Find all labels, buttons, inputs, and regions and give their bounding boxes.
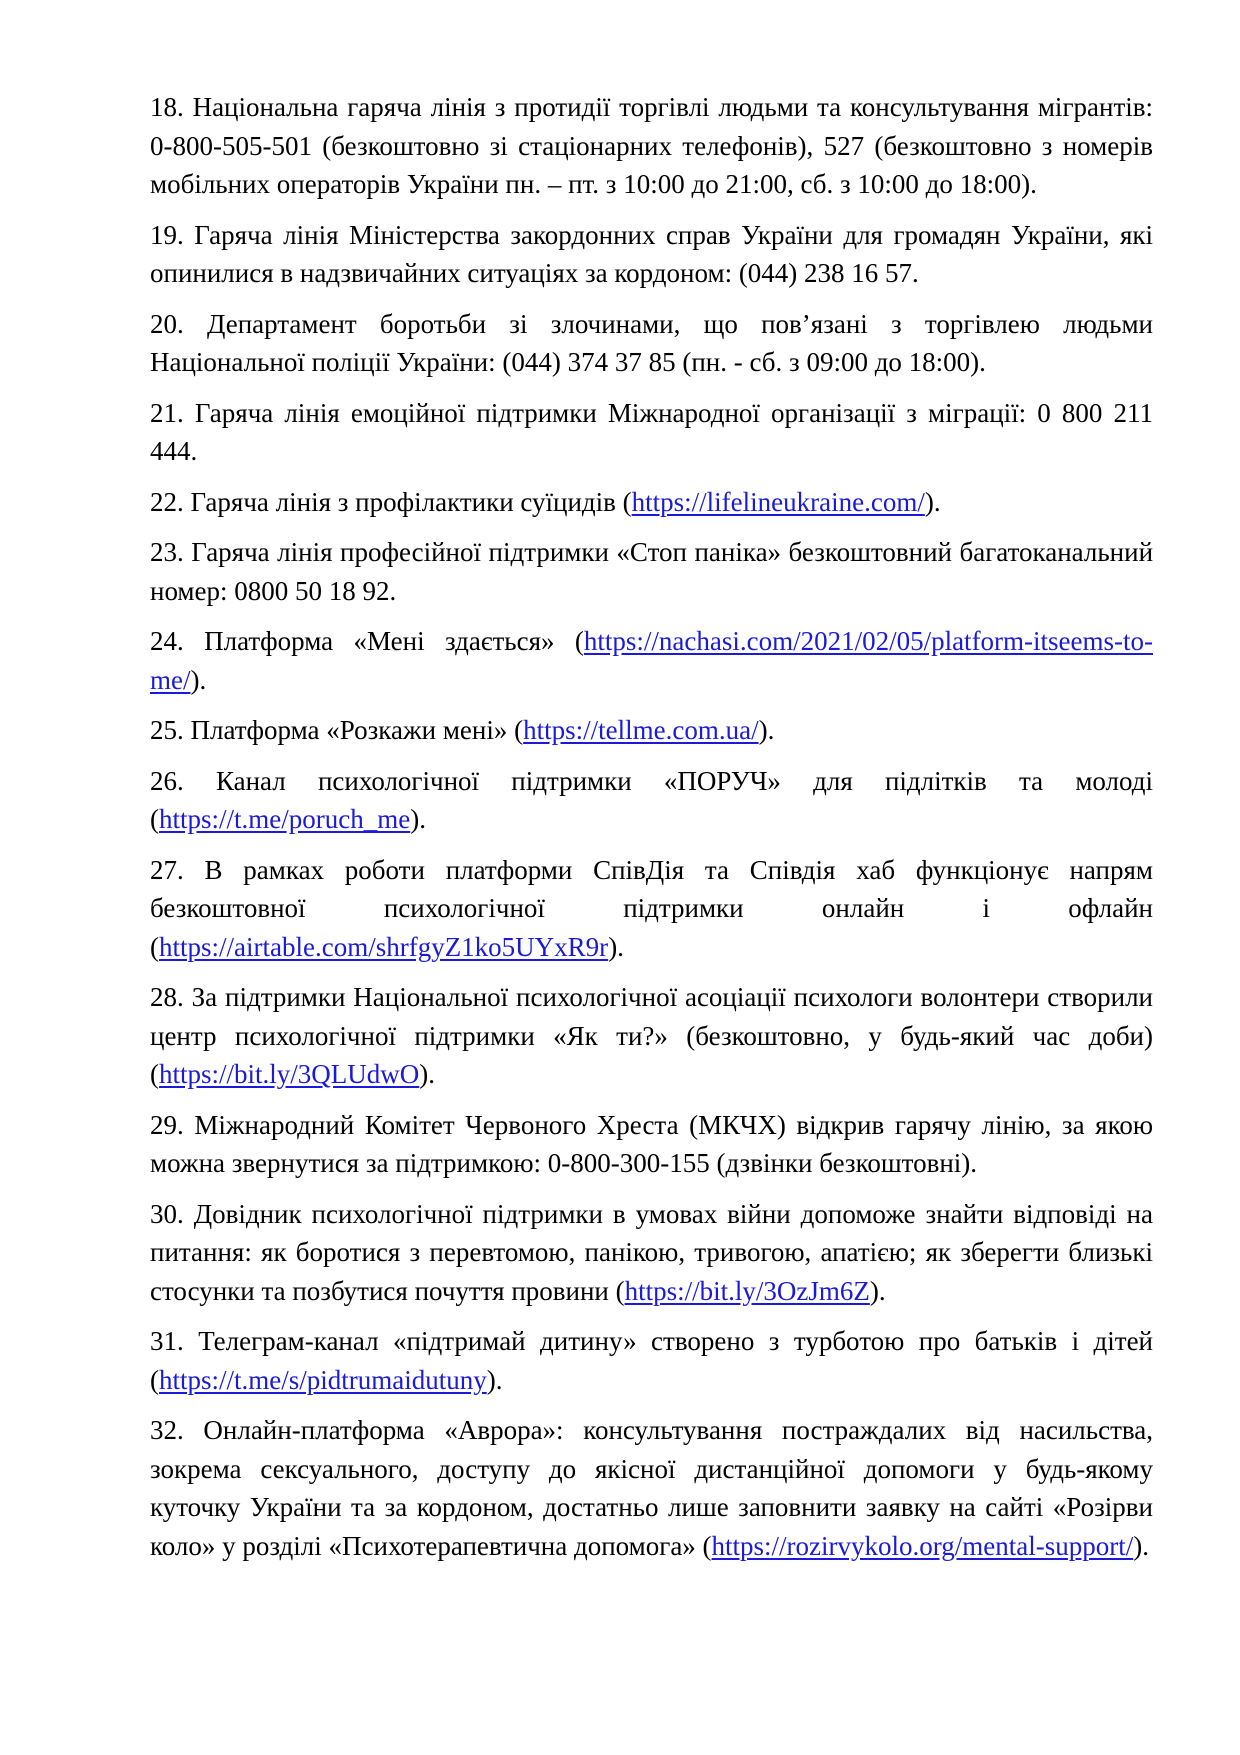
nachasi-link[interactable]: https://nachasi.com/2021/02/05/platform-itseems-to-me/	[150, 626, 1154, 695]
poruch-link[interactable]: https://t.me/poruch_me	[159, 804, 411, 834]
item-number: 22.	[150, 486, 184, 517]
item-number: 26.	[150, 765, 184, 796]
item-number: 25.	[150, 715, 184, 745]
item-text-end: ).	[1133, 1530, 1150, 1561]
item-text: В рамках роботи платформи СпівДія та Співдія хаб функціонує напрям безкоштовної психологічної підтримки онлайн і офлайн (	[150, 854, 1154, 962]
item-number: 20.	[150, 308, 184, 339]
list-item-26	[150, 762, 1153, 839]
list-item-21	[150, 394, 1153, 471]
list-item-20	[150, 305, 1153, 382]
item-text: За підтримки Національної психологічної асоціації психологи волонтери створили центр психологічної підтримки «Як ти?» (безкоштовно, у будь-який час доби) (	[150, 982, 1154, 1089]
list-item-22	[150, 483, 1153, 522]
item-number: 18.	[150, 92, 184, 122]
item-number: 27.	[150, 854, 184, 885]
list-item-27	[150, 851, 1153, 967]
item-text: Онлайн-платформа «Аврора»: консультування постраждалих від насильства, зокрема сексуального, доступу до якісної дистанційної допомоги у будь-якому куточку України та за кордоном, достатньо лише заповнити заявку на сайті «Розірви коло» у розділі «Психотерапевтична допомога» (	[150, 1415, 1154, 1561]
item-text-end: ).	[758, 715, 775, 745]
list-item-23	[150, 533, 1153, 610]
item-text-end: ).	[190, 664, 207, 695]
list-item-29	[150, 1106, 1153, 1183]
item-number: 19.	[150, 219, 184, 250]
list-item-31	[150, 1322, 1153, 1399]
item-number: 21.	[150, 397, 184, 428]
item-number: 30.	[150, 1198, 184, 1229]
item-number: 32.	[150, 1415, 184, 1445]
item-text: Департамент боротьби зі злочинами, що пов’язані з торгівлею людьми Національної поліції України: (044) 374 37 85 (пн. - сб. з 09:00 до 18:00).	[150, 308, 1154, 377]
item-text: Канал психологічної підтримки «ПОРУЧ» для підлітків та молоді (	[150, 765, 1153, 834]
list-item-19	[150, 216, 1153, 293]
item-number: 24.	[150, 626, 184, 656]
tellme-link[interactable]: https://tellme.com.ua/	[523, 715, 759, 745]
guide-link[interactable]: https://bit.ly/3OzJm6Z	[624, 1275, 870, 1306]
item-number: 29.	[150, 1109, 184, 1140]
item-text: Гаряча лінія емоційної підтримки Міжнародної організації з міграції: 0 800 211 444.	[150, 397, 1154, 466]
telegram-link[interactable]: https://t.me/s/pidtrumaidutuny	[159, 1364, 487, 1395]
item-text-end: ).	[869, 1275, 886, 1306]
rozirvykolo-link[interactable]: https://rozirvykolo.org/mental-support/	[711, 1530, 1134, 1561]
item-text: Платформа «Мені здається» (	[204, 626, 584, 656]
list-item-24	[150, 622, 1153, 699]
item-text: Гаряча лінія професійної підтримки «Стоп паніка» безкоштовний багатоканальний номер: 0800 50 18 92.	[150, 537, 1154, 606]
item-text: Довідник психологічної підтримки в умовах війни допоможе знайти відповіді на питання: як боротися з перевтомою, панікою, тривогою, апатією; як зберегти близькі стосунки та позбутися почуття провини (	[150, 1198, 1153, 1306]
list-item-32	[150, 1411, 1153, 1565]
list-item-30	[150, 1195, 1153, 1311]
list-item-28	[150, 978, 1153, 1094]
airtable-link[interactable]: https://airtable.com/shrfgyZ1ko5UYxR9r	[159, 931, 609, 962]
item-text-end: ).	[419, 1059, 436, 1089]
list-item-25	[150, 711, 1153, 750]
item-number: 28.	[150, 982, 184, 1012]
item-text-end: ).	[608, 931, 624, 962]
list-item-18	[150, 88, 1153, 204]
item-number: 31.	[150, 1326, 184, 1356]
item-text: Телеграм-канал «підтримай дитину» створено з турботою про батьків і дітей (	[150, 1326, 1153, 1395]
item-text: Національна гаряча лінія з протидії торгівлі людьми та консультування мігрантів: 0-800-505-501 (безкоштовно зі стаціонарних телефонів), 527 (безкоштовно з номерів мобільних операторів України пн. – пт. з 10:00 до 21:00, сб. з 10:00 до 18:00).	[150, 92, 1153, 199]
item-text: Гаряча лінія Міністерства закордонних справ України для громадян України, які опинилися в надзвичайних ситуаціях за кордоном: (044) 238 16 57.	[150, 219, 1154, 288]
yak-ty-link[interactable]: https://bit.ly/3QLUdwO	[159, 1059, 420, 1089]
item-number: 23.	[150, 537, 184, 567]
item-text-end: ).	[924, 486, 941, 517]
item-text-end: ).	[486, 1364, 503, 1395]
item-text-end: ).	[410, 804, 426, 834]
item-text: Міжнародний Комітет Червоного Хреста (МКЧХ) відкрив гарячу лінію, за якою можна звернутися за підтримкою: 0-800-300-155 (дзвінки безкоштовні).	[150, 1109, 1153, 1178]
lifeline-link[interactable]: https://lifelineukraine.com/	[631, 486, 925, 517]
item-text: Гаряча лінія з профілактики суїцидів (	[190, 486, 632, 517]
document-page	[150, 88, 1153, 1577]
item-text: Платформа «Розкажи мені» (	[190, 715, 524, 745]
